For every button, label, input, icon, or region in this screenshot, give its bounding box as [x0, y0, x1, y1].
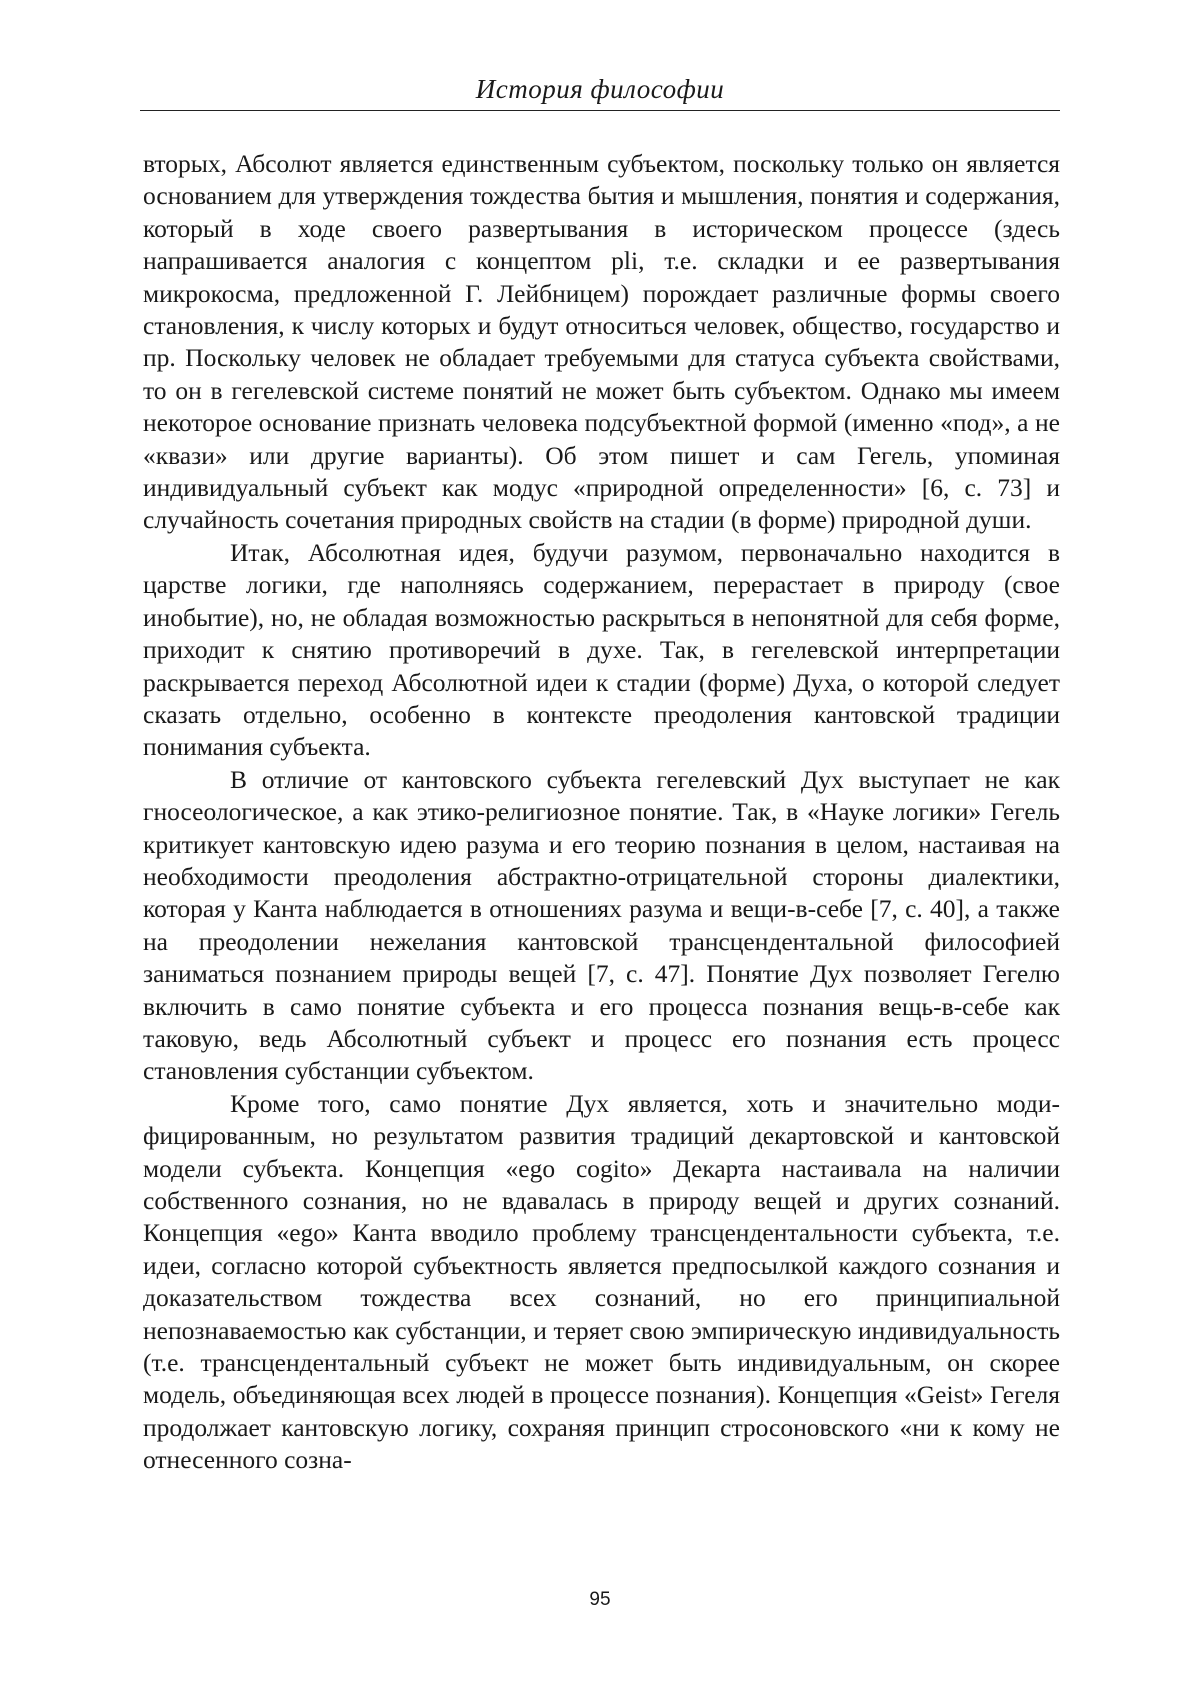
body-text [143, 148, 1060, 1477]
header-divider [140, 110, 1060, 111]
paragraph: Кроме того, само понятие Дух является, хоть и значительно модифицированным, но результатом развития традиций декартовской и кантовской модели субъекта. Концепция «ego cogito» Декарта настаивала на наличии собственного сознания, но не вдавалась в природу вещей и других сознаний. Концепция «ego» Канта вводило проблему трансцендентальности субъекта, т.е. идеи, согласно которой субъектность является предпосылкой каждого сознания и доказательством тождества всех сознаний, но его принципиальной непознаваемостью как субстанции, и теряет свою эмпирическую индивидуальность (т.е. трансцендентальный субъект не может быть индивидуальным, он скорее модель, объединяющая всех людей в процессе познания). Концепция «Geist» Гегеля продолжает кантовскую логику, сохраняя принцип стросоновского «ни к кому не отнесенного созна- [143, 1088, 1060, 1475]
paragraph: вторых, Абсолют является единственным субъектом, поскольку только он является основанием для утверждения тождества бытия и мышления, понятия и содержания, который в ходе своего развертывания в историческом процессе (здесь напрашивается аналогия с концептом pli, т.е. складки и ее развертывания микрокосма, предложенной Г. Лейбницем) порождает различные формы своего становления, к числу которых и будут относиться человек, общество, государство и пр. Поскольку человек не обладает требуемыми для статуса субъекта свойствами, то он в гегелевской системе понятий не может быть субъектом. Однако мы имеем некоторое основание признать человека подсубъектной формой (именно «под», а не «квази» или другие варианты). Об этом пишет и сам Гегель, упоминая индивидуальный субъект как модус «природной определенности» [6, с. 73] и случайность сочетания природных свойств на стадии (в форме) природной души. [143, 149, 1060, 535]
page-number: 95 [589, 1589, 611, 1610]
running-header: История философии [475, 74, 725, 104]
paragraph: Итак, Абсолютная идея, будучи разумом, первоначально находится в царстве логики, где наполняясь содержанием, перерастает в природу (свое инобытие), но, не обладая возможностью раскрыться в непонятной для себя форме, приходит к снятию противоречий в духе. Так, в гегелевской интерпретации раскрывается переход Абсолютной идеи к стадии (форме) Духа, о которой следует сказать отдельно, особенно в контексте преодоления кантовской традиции понимания субъекта. [143, 537, 1060, 762]
paragraph: В отличие от кантовского субъекта гегелевский Дух выступает не как гносеологическое, а как этико-религиозное понятие. Так, в «Науке логики» Гегель критикует кантовскую идею разума и его теорию познания в целом, настаивая на необходимости преодоления абстрактно-отрицательной стороны диалектики, которая у Канта наблюдается в отношениях разума и вещи-в-себе [7, с. 40], а также на преодолении нежелания кантовской трансцендентальной философией заниматься познанием природы вещей [7, с. 47]. Понятие Дух позволяет Гегелю включить в само понятие субъекта и его процесса познания вещь-в-себе как таковую, ведь Абсолютный субъект и процесс его познания есть процесс становления субстанции субъектом. [143, 764, 1060, 1086]
